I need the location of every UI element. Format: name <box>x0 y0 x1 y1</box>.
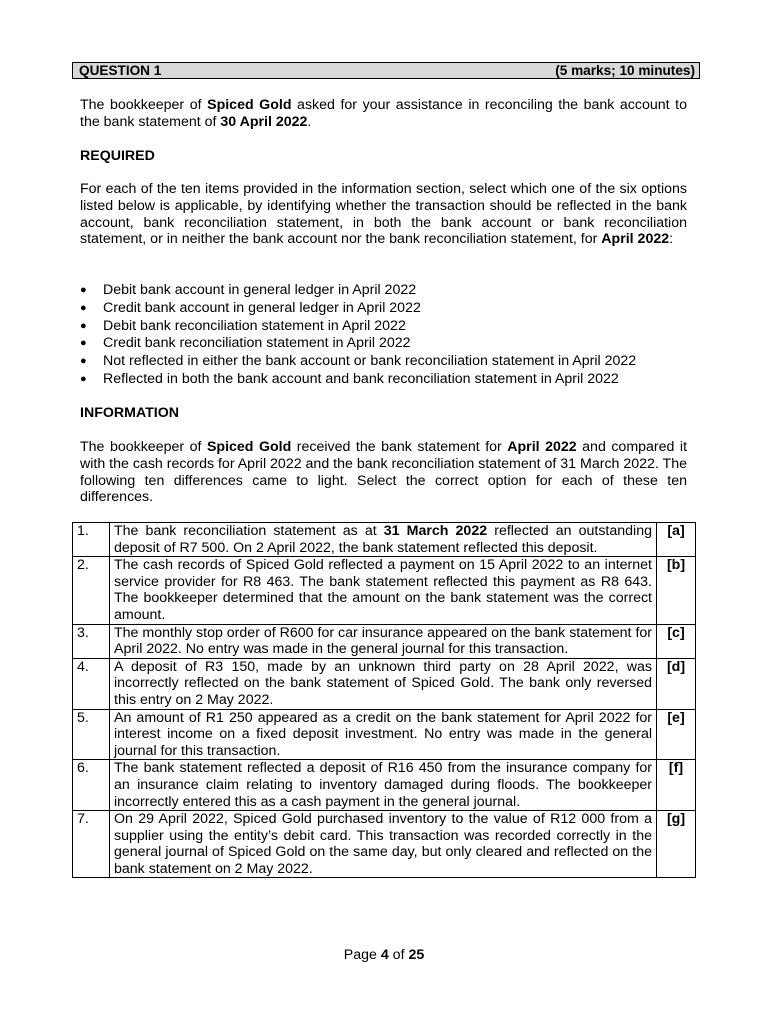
option-label: Debit bank account in general ledger in April 2022 <box>103 282 417 298</box>
bullet-icon: ● <box>80 319 87 332</box>
question-marks: (5 marks; 10 minutes) <box>555 63 695 78</box>
page-footer <box>0 947 768 963</box>
differences-table <box>72 522 696 878</box>
company-name: Spiced Gold <box>206 439 292 455</box>
intro-text-part: . <box>307 113 312 130</box>
option-item <box>80 318 636 336</box>
statement-date: 30 April 2022 <box>220 113 308 130</box>
required-text-part: For each of the ten items provided in the information section, select which one of the six options listed below is applicable, by identifying whether the transaction should be reflected in the bank account, bank reconciliation statement, in both the bank account or bank reconciliation statement, or in neither the bank account nor the bank reconciliation statement, for <box>80 181 687 248</box>
item-number: 4. <box>73 658 110 709</box>
bullet-icon: ● <box>80 301 87 314</box>
page-of-label: of <box>388 947 409 963</box>
option-label: Credit bank account in general ledger in April 2022 <box>103 299 421 316</box>
item-number: 2. <box>73 557 110 624</box>
table-row <box>73 658 696 709</box>
option-label: Credit bank reconciliation statement in April 2022 <box>103 335 411 352</box>
page-label: Page <box>343 947 381 963</box>
table-row <box>73 709 696 760</box>
item-description: An amount of R1 250 appeared as a credit on the bank statement for April 2022 for interest income on a fixed deposit investment. No entry was made in the general journal for this transaction. <box>110 709 657 760</box>
required-heading: REQUIRED <box>80 148 155 164</box>
intro-text-part: asked for your assistance in reconciling the bank account to the bank statement of <box>80 97 687 130</box>
required-text-part: : <box>669 231 674 248</box>
page-number: 4 <box>380 947 389 963</box>
required-date: April 2022 <box>601 231 670 248</box>
information-text-part: The bookkeeper of <box>80 439 207 455</box>
information-text-part: and compared it with the cash records for April 2022 and the bank reconciliation statement of 31 March 2022. The following ten differences came to light. Select the correct option for each of these ten differences. <box>80 439 688 506</box>
table-row <box>73 523 696 557</box>
intro-paragraph <box>80 97 687 131</box>
bullet-icon: ● <box>80 355 87 368</box>
bullet-icon: ● <box>80 372 87 385</box>
page-total: 25 <box>408 947 425 963</box>
option-item <box>80 282 636 300</box>
bullet-icon: ● <box>80 284 87 296</box>
item-number: 3. <box>73 624 110 658</box>
item-mark: [d] <box>657 658 696 709</box>
item-mark: [e] <box>657 709 696 760</box>
option-label: Not reflected in either the bank account or bank reconciliation statement in April 2022 <box>103 353 637 370</box>
item-text-part: reflected an outstanding deposit of R7 500. On 2 April 2022, the bank statement reflected this deposit. <box>114 523 652 556</box>
options-list <box>80 282 636 389</box>
option-label: Debit bank reconciliation statement in April 2022 <box>103 317 406 334</box>
information-text-part: received the bank statement for <box>291 439 508 455</box>
item-description: A deposit of R3 150, made by an unknown third party on 28 April 2022, was incorrectly reflected on the bank statement of Spiced Gold. The bank only reversed this entry on 2 May 2022. <box>110 658 657 709</box>
item-number: 7. <box>73 811 110 878</box>
question-title: QUESTION 1 <box>79 63 162 78</box>
company-name: Spiced Gold <box>207 97 292 113</box>
item-number: 5. <box>73 709 110 760</box>
item-description: The monthly stop order of R600 for car insurance appeared on the bank statement for April 2022. No entry was made in the general journal for this transaction. <box>110 624 657 658</box>
item-description: The bank statement reflected a deposit of R16 450 from the insurance company for an insurance claim relating to inventory damaged during floods. The bookkeeper incorrectly entered this as a cash payment in the general journal. <box>110 760 657 811</box>
item-number: 1. <box>73 523 110 557</box>
option-label: Reflected in both the bank account and bank reconciliation statement in April 2022 <box>103 370 619 387</box>
information-heading: INFORMATION <box>80 405 180 421</box>
item-text-part: The bank reconciliation statement as at <box>114 523 384 539</box>
statement-month: April 2022 <box>507 439 577 455</box>
item-description <box>110 523 657 557</box>
bullet-icon: ● <box>80 337 87 350</box>
option-item <box>80 335 636 353</box>
item-mark: [b] <box>657 557 696 624</box>
table-row <box>73 557 696 624</box>
item-date: 31 March 2022 <box>383 523 488 539</box>
option-item <box>80 353 636 371</box>
table-row <box>73 624 696 658</box>
required-paragraph <box>80 181 687 248</box>
intro-text-part: The bookkeeper of <box>80 97 208 113</box>
item-description: The cash records of Spiced Gold reflected a payment on 15 April 2022 to an internet service provider for R8 463. The bank statement reflected this payment as R8 643. The bookkeeper determined that the amount on the bank statement was the correct amount. <box>110 557 657 624</box>
option-item <box>80 371 636 389</box>
item-number: 6. <box>73 760 110 811</box>
table-row <box>73 811 696 878</box>
item-mark: [g] <box>657 811 696 878</box>
question-header <box>72 62 700 79</box>
information-paragraph <box>80 439 687 506</box>
table-row <box>73 760 696 811</box>
option-item <box>80 300 636 318</box>
item-mark: [a] <box>657 523 696 557</box>
item-mark: [c] <box>657 624 696 658</box>
item-mark: [f] <box>657 760 696 811</box>
item-description: On 29 April 2022, Spiced Gold purchased inventory to the value of R12 000 from a supplier using the entity’s debit card. This transaction was recorded correctly in the general journal of Spiced Gold on the same day, but only cleared and reflected on the bank statement on 2 May 2022. <box>110 811 657 878</box>
